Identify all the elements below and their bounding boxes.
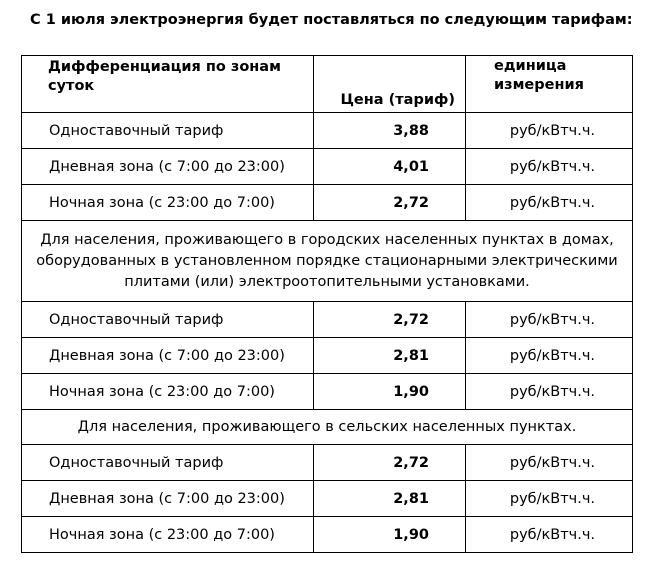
tariff-unit: руб/кВтч.ч.: [466, 302, 633, 338]
tariff-price: 3,88: [314, 113, 466, 149]
tariff-price: 4,01: [314, 149, 466, 185]
table-row: [22, 445, 633, 481]
tariff-unit: руб/кВтч.ч.: [466, 185, 633, 221]
table-header-row: [22, 56, 633, 113]
tariff-table: [21, 55, 633, 553]
tariff-unit: руб/кВтч.ч.: [466, 374, 633, 410]
tariff-price: 1,90: [314, 374, 466, 410]
table-row: [22, 149, 633, 185]
section-note-urban: [22, 221, 633, 302]
tariff-unit: руб/кВтч.ч.: [466, 338, 633, 374]
tariff-name: Ночная зона (с 23:00 до 7:00): [22, 517, 314, 553]
tariff-price: 2,72: [314, 445, 466, 481]
tariff-unit: руб/кВтч.ч.: [466, 517, 633, 553]
tariff-name: Одноставочный тариф: [22, 113, 314, 149]
table-row: [22, 338, 633, 374]
section-note-row: [22, 410, 633, 445]
tariff-name: Ночная зона (с 23:00 до 7:00): [22, 185, 314, 221]
header-zones: [22, 56, 314, 113]
table-row: [22, 517, 633, 553]
header-unit-line2: измерения: [494, 77, 584, 93]
note-line: оборудованных в установленном порядке стационарными электрическими: [36, 252, 618, 269]
tariff-unit: руб/кВтч.ч.: [466, 445, 633, 481]
note-line: Для населения, проживающего в городских населенных пунктах в домах,: [40, 231, 614, 248]
tariff-name: Дневная зона (с 7:00 до 23:00): [22, 481, 314, 517]
table-row: [22, 185, 633, 221]
table-row: [22, 302, 633, 338]
table-row: [22, 481, 633, 517]
tariff-unit: руб/кВтч.ч.: [466, 149, 633, 185]
table-row: [22, 374, 633, 410]
tariff-name: Дневная зона (с 7:00 до 23:00): [22, 338, 314, 374]
tariff-price: 2,81: [314, 338, 466, 374]
tariff-price: 1,90: [314, 517, 466, 553]
header-unit: [466, 56, 633, 113]
note-line: Для населения, проживающего в сельских населенных пунктах.: [77, 418, 577, 435]
section-note-row: [22, 221, 633, 302]
header-price: Цена (тариф): [314, 56, 466, 113]
tariff-unit: руб/кВтч.ч.: [466, 481, 633, 517]
header-unit-line1: единица: [494, 58, 567, 74]
note-line: плитами (или) электроотопительными установками.: [124, 273, 530, 290]
tariff-price: 2,72: [314, 302, 466, 338]
tariff-price: 2,81: [314, 481, 466, 517]
table-row: [22, 113, 633, 149]
tariff-name: Дневная зона (с 7:00 до 23:00): [22, 149, 314, 185]
tariff-name: Одноставочный тариф: [22, 302, 314, 338]
page-title: С 1 июля электроэнергия будет поставляться по следующим тарифам:: [30, 12, 633, 28]
tariff-name: Одноставочный тариф: [22, 445, 314, 481]
section-note-rural: [22, 410, 633, 445]
header-zones-line1: Дифференциация по зонам: [48, 59, 281, 75]
tariff-unit: руб/кВтч.ч.: [466, 113, 633, 149]
header-zones-line2: суток: [48, 78, 95, 94]
tariff-name: Ночная зона (с 23:00 до 7:00): [22, 374, 314, 410]
tariff-price: 2,72: [314, 185, 466, 221]
